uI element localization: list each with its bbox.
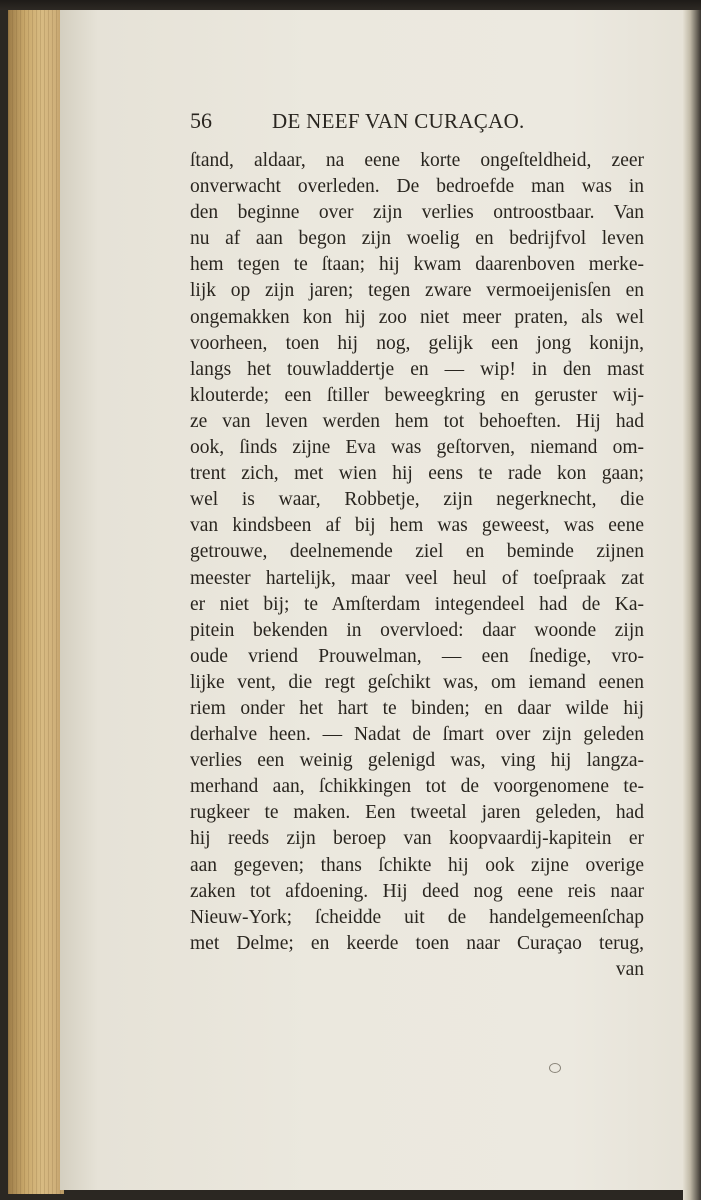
page-blemish-mark <box>549 1063 561 1073</box>
text-line: verlies een weinig gelenigd was, ving hij langza- <box>190 750 644 772</box>
page-number: 56 <box>190 108 212 133</box>
text-line: derhalve heen. — Nadat de ſmart over zijn geleden <box>190 724 644 746</box>
text-line: ze van leven werden hem tot behoeften. Hij had <box>190 410 644 432</box>
text-line: hij reeds zijn beroep van koopvaardij-kapitein er <box>190 828 644 850</box>
text-line: riem onder het hart te binden; en daar wilde hij <box>190 697 644 719</box>
page-right-edge <box>683 0 701 1200</box>
running-title: DE NEEF VAN CURAÇAO. <box>272 109 525 133</box>
text-line: meester hartelijk, maar veel heul of toeſpraak zat <box>190 567 644 589</box>
body-text <box>190 148 644 983</box>
text-line: hem tegen te ſtaan; hij kwam daarenboven merke- <box>190 254 644 276</box>
text-line: ook, ſinds zijne Eva was geſtorven, niemand om- <box>190 437 644 459</box>
text-line: nu af aan begon zijn woelig en bedrijfvol leven <box>190 228 644 250</box>
text-line: pitein bekenden in overvloed: daar woonde zijn <box>190 619 644 641</box>
text-line: Nieuw-York; ſcheidde uit de handelgemeenſchap <box>190 906 644 928</box>
text-line: van kindsbeen af bij hem was geweest, was eene <box>190 515 644 537</box>
text-line: ſtand, aldaar, na eene korte ongeſteldheid, zeer <box>190 150 644 171</box>
text-line: getrouwe, deelnemende ziel en beminde zijnen <box>190 541 644 563</box>
text-line: aan gegeven; thans ſchikte hij ook zijne overige <box>190 854 644 876</box>
text-line: oude vriend Prouwelman, — een ſnedige, vro- <box>190 645 644 667</box>
top-shadow <box>0 0 701 10</box>
text-line: zaken tot afdoening. Hij deed nog eene reis naar <box>190 880 644 902</box>
book-fore-edge-texture <box>8 6 64 1194</box>
text-line: ongemakken kon hij zoo niet meer praten, als wel <box>190 306 644 328</box>
text-line: den beginne over zijn verlies ontroostbaar. Van <box>190 202 644 224</box>
text-line: voorheen, toen hij nog, gelijk een jong konijn, <box>190 332 644 354</box>
catchword: van <box>615 958 644 980</box>
text-line: klouterde; een ſtiller beweegkring en geruster wij- <box>190 384 644 406</box>
text-line: trent zich, met wien hij eens te rade kon gaan; <box>190 463 644 485</box>
text-line: met Delme; en keerde toen naar Curaçao terug, <box>190 932 644 954</box>
text-line: rugkeer te maken. Een tweetal jaren geleden, had <box>190 802 644 824</box>
text-line: langs het touwladdertje en — wip! in den mast <box>190 358 644 380</box>
text-line: er niet bij; te Amſterdam integendeel had de Ka- <box>190 593 644 615</box>
text-line: onverwacht overleden. De bedroefde man was in <box>190 176 644 198</box>
text-line: lijke vent, die regt geſchikt was, om iemand eenen <box>190 671 644 693</box>
text-line: wel is waar, Robbetje, zijn negerknecht, die <box>190 489 644 511</box>
text-line: merhand aan, ſchikkingen tot de voorgenomene te- <box>190 776 644 798</box>
page-header <box>190 105 650 137</box>
text-line: lijk op zijn jaren; tegen zware vermoeijenisſen en <box>190 280 644 302</box>
